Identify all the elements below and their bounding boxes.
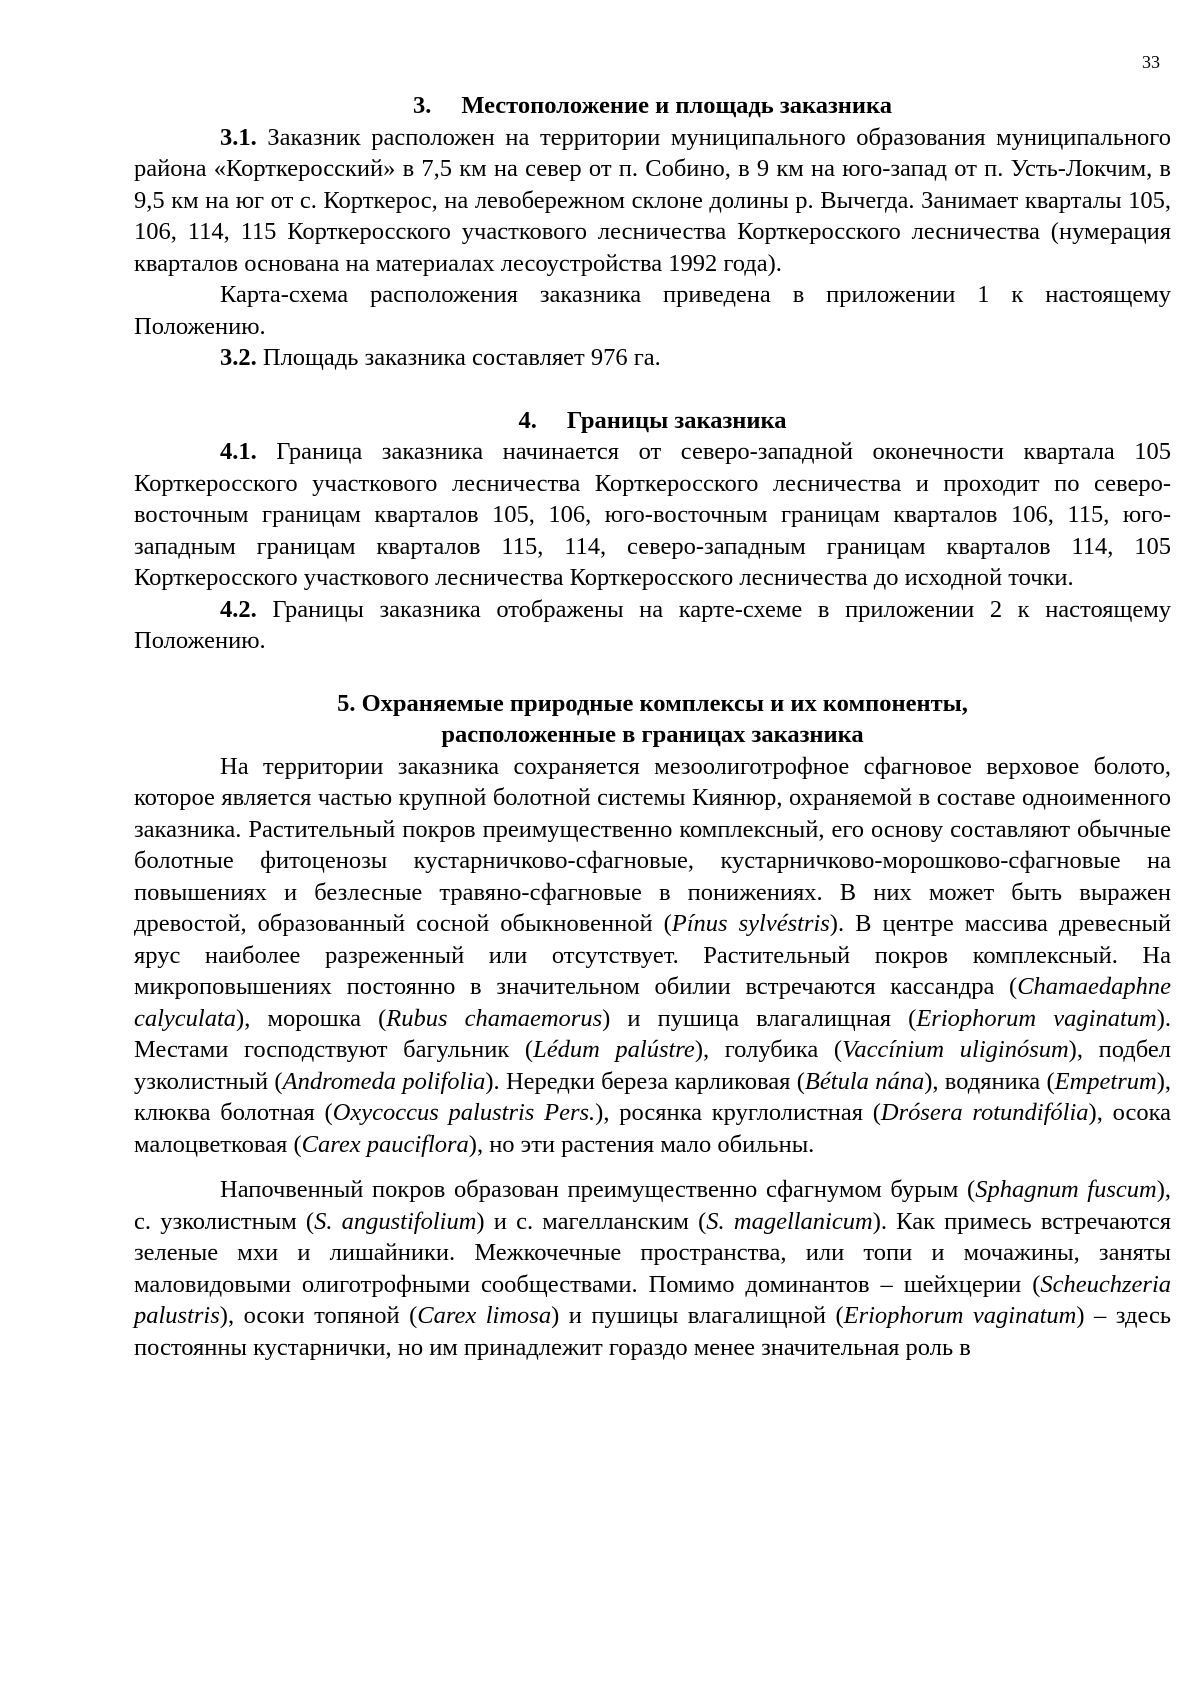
species-latin-name: Vaccínium uliginósum [842, 1036, 1069, 1063]
section-5-heading [134, 688, 1171, 751]
paragraph-text: ), морошка ( [236, 1004, 387, 1032]
paragraph-3-2 [134, 342, 1171, 374]
paragraph-text: ), но эти растения мало обильны. [468, 1130, 815, 1158]
paragraph-text: ), росянка круглолистная ( [595, 1099, 881, 1126]
clause-number: 3.2. [220, 344, 257, 371]
species-latin-name: Chamaedaphne calyculata [134, 973, 1171, 1032]
paragraph-text: ), осоки топяной ( [219, 1302, 418, 1329]
clause-number: 4.2. [220, 595, 257, 623]
spacer [134, 1160, 1171, 1174]
section-4-heading [134, 405, 1171, 437]
species-latin-name: Andromeda polifolia [282, 1067, 486, 1095]
paragraph-text: ), голубика ( [694, 1036, 843, 1063]
paragraph-text: ) и пушицы влагалищной ( [551, 1302, 844, 1329]
species-latin-name: Eriophorum vaginatum [843, 1302, 1077, 1329]
section-3-heading [134, 90, 1171, 122]
paragraph-text: ) – здесь постоянны кустарнички, но им принадлежит гораздо менее значительная роль в [134, 1302, 1172, 1361]
clause-number: 3.1. [220, 123, 257, 151]
species-latin-name: Drósera rotundifólia [880, 1099, 1089, 1126]
paragraph-text: ), подбел узколистный ( [134, 1036, 1171, 1095]
species-latin-name: Pínus sylvéstris [671, 910, 830, 937]
paragraph-text: На территории заказника сохраняется мезоолиготрофное сфагновое верховое болото, которое является частью крупной болотной системы Киянюр, охраняемой в составе одноименного заказника. Растительный покров преимущественно комплексный, его основу составляют обычные болотные фитоценозы кустарничково-сфагновые, кустарничково-морошково-сфагновые на повышениях и безлесные травяно-сфагновые в понижениях. В них может быть выражен древостой, образованный сосной обыкновенной ( [134, 752, 1171, 937]
paragraph-text: ) и пушица влагалищная ( [602, 1004, 917, 1032]
paragraph-text: ). Как примесь встречаются зеленые мхи и лишайники. Межкочечные пространства, или топи и мочажины, заняты маловидовыми олиготрофными сообществами. Помимо доминантов – шейхцерии ( [134, 1207, 1172, 1298]
paragraph-5-vegetation [134, 751, 1171, 1161]
clause-text: Границы заказника отображены на карте-схеме в приложении 2 к настоящему Положению. [134, 595, 1171, 654]
clause-text: Заказник расположен на территории муниципального образования муниципального района «Корткеросский» в 7,5 км на север от п. Собино, в 9 км на юго-запад от п. Усть-Локчим, в 9,5 км на юг от с. Корткерос, на левобережном склоне долины р. Вычегда. Занимает кварталы 105, 106, 114, 115 Корткеросского участкового лесничества Корткеросского лесничества (нумерация кварталов основана на материалах лесоустройства 1992 года). [134, 123, 1171, 277]
spacer [134, 657, 1171, 688]
paragraph-text: Напочвенный покров образован преимущественно сфагнумом бурым ( [220, 1176, 976, 1203]
paragraph-text: ). В центре массива древесный ярус наиболее разреженный или отсутствует. Растительный покров комплексный. На микроповышениях постоянно в значительном обилии встречаются кассандра ( [134, 910, 1171, 1000]
species-latin-name: Bétula nána [804, 1067, 925, 1095]
paragraph-4-2 [134, 594, 1171, 657]
species-latin-name: Oxycoccus palustris Pers. [332, 1099, 596, 1126]
species-latin-name: Rubus chamaemorus [386, 1004, 603, 1032]
species-latin-name: S. angustifolium [314, 1207, 477, 1235]
clause-text: Площадь заказника составляет 976 га. [256, 344, 661, 371]
section-5-title-line-2: расположенные в границах заказника [441, 721, 864, 748]
paragraph-text: ), осока малоцветковая ( [134, 1099, 1171, 1158]
section-4-title: Границы заказника [566, 406, 787, 434]
section-4-number: 4. [518, 406, 537, 434]
paragraph-text: ) и с. магелланским ( [476, 1207, 707, 1235]
paragraph-text: ). Нередки береза карликовая ( [485, 1067, 805, 1095]
species-latin-name: Lédum palústre [533, 1036, 695, 1063]
species-latin-name: Scheuchzeria palustris [134, 1270, 1171, 1329]
section-5-title-line-1: 5. Охраняемые природные комплексы и их компоненты, [337, 689, 968, 717]
paragraph-3-1 [134, 122, 1171, 280]
paragraph-5-ground-cover [134, 1174, 1171, 1363]
paragraph-text: ), с. узколистным ( [134, 1176, 1171, 1235]
paragraph-text: ), клюква болотная ( [134, 1067, 1171, 1126]
document-body [134, 90, 1171, 1363]
paragraph-4-1 [134, 436, 1171, 594]
spacer [134, 374, 1171, 405]
species-latin-name: Eriophorum vaginatum [916, 1004, 1157, 1032]
section-3-title: Местоположение и площадь заказника [461, 92, 893, 119]
clause-text: Граница заказника начинается от северо-западной оконечности квартала 105 Корткеросского участкового лесничества Корткеросского лесничества и проходит по северо-восточным границам кварталов 105, 106, юго-восточным границам кварталов 106, 115, юго-западным границам кварталов 115, 114, северо-западным границам кварталов 114, 105 Корткеросского участкового лесничества Корткеросского лесничества до исходной точки. [134, 438, 1171, 591]
page-number: 33 [1142, 52, 1160, 72]
species-latin-name: Carex pauciflora [301, 1130, 469, 1158]
paragraph-text: ). Местами господствуют багульник ( [134, 1004, 1171, 1063]
paragraph-text: ), водяника ( [924, 1067, 1055, 1095]
species-latin-name: Sphagnum fuscum [975, 1176, 1157, 1203]
paragraph-3-1-map: Карта-схема расположения заказника приведена в приложении 1 к настоящему Положению. [134, 281, 1171, 340]
species-latin-name: Carex limosa [417, 1302, 552, 1329]
species-latin-name: S. magellanicum [706, 1207, 873, 1235]
clause-number: 4.1. [220, 438, 257, 465]
section-3-number: 3. [412, 92, 432, 119]
species-latin-name: Empetrum [1054, 1067, 1157, 1095]
